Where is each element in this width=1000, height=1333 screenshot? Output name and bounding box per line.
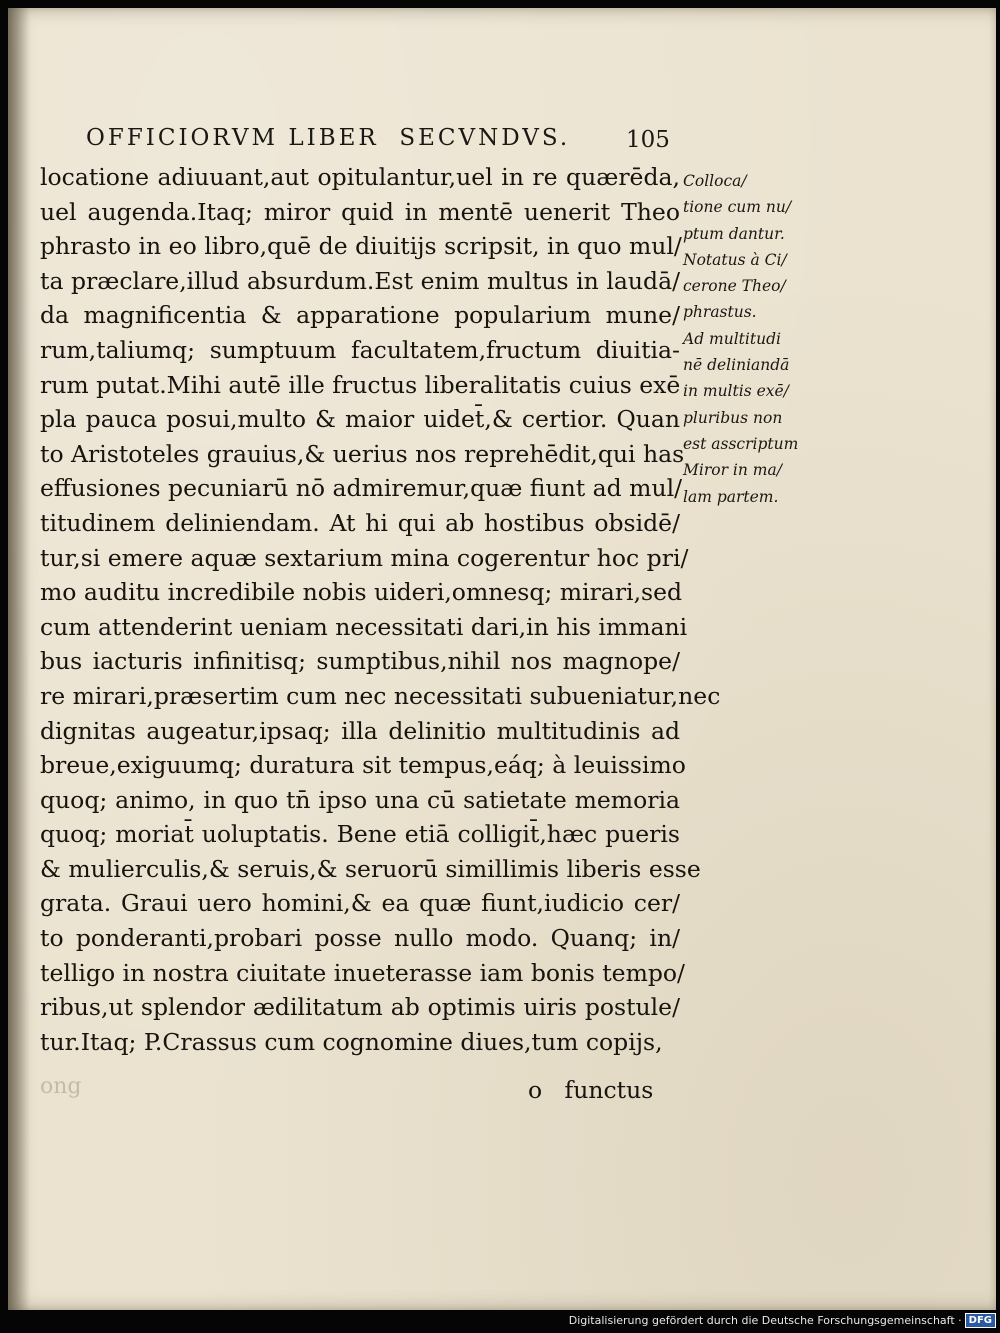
text-line: quoq; animo, in quo tn̄ ipso una cū satietate memoria [40, 785, 680, 814]
text-line: dignitas augeatur,ipsaq; illa delinitio multitudinis ad [40, 716, 680, 745]
text-line: to ponderanti,probari posse nullo modo. Quanq; in/ [40, 924, 680, 953]
margin-note-line: Miror in ma/ [683, 461, 782, 480]
digitization-credit [569, 1311, 996, 1329]
dfg-logo: DFG [965, 1313, 996, 1328]
text-line: breue,exiguumq; duratura sit tempus,eáq; à leuissimo [40, 751, 686, 780]
text-line: ribus,ut splendor ædilitatum ab optimis uiris postule/ [40, 993, 680, 1022]
text-line: phrasto in eo libro,quē de diuitijs scripsit, in quo mul/ [40, 232, 682, 261]
running-title: OFFICIORVM LIBER SECVNDVS. [86, 125, 571, 151]
binding-gutter [8, 8, 30, 1310]
text-line: & mulierculis,& seruis,& seruorū simillimis liberis esse [40, 854, 701, 883]
margin-note-line: pluribus non [683, 408, 783, 427]
text-line: grata. Graui uero homini,& ea quæ fiunt,iudicio cer/ [40, 889, 680, 918]
margin-note-line: phrastus. [683, 303, 757, 322]
text-line: rum putat.Mihi autē ille fructus liberalitatis cuius exē [40, 370, 681, 399]
text-line: effusiones pecuniarū nō admiremur,quæ fiunt ad mul/ [40, 474, 683, 503]
text-line: cum attenderint ueniam necessitati dari,in his immani [40, 612, 688, 641]
text-line: telligo in nostra ciuitate inueterasse iam bonis tempo/ [40, 958, 685, 987]
text-line: titudinem deliniendam. At hi qui ab hostibus obsidē/ [40, 508, 680, 537]
margin-note-line: ptum dantur. [683, 224, 785, 243]
text-line: mo auditu incredibile nobis uideri,omnesq; mirari,sed [40, 578, 683, 607]
margin-note-line: cerone Theo/ [683, 277, 786, 296]
margin-note-line: est asscriptum [683, 434, 799, 453]
margin-note-line: in multis exē/ [683, 382, 789, 401]
margin-note-line: nē deliniandā [683, 356, 790, 375]
text-line: da magnificentia & apparatione popularium mune/ [40, 301, 680, 330]
text-line: locatione adiuuant,aut opitulantur,uel in re quærēda, [40, 163, 680, 191]
text-line: ta præclare,illud absurdum.Est enim multus in laudā/ [40, 266, 680, 295]
text-line: uel augenda.Itaq; miror quid in mentē uenerit Theo [40, 197, 680, 226]
show-through-text: ong [40, 1074, 82, 1099]
catchword: o functus [528, 1076, 654, 1104]
margin-note-line: Ad multitudi [683, 329, 781, 348]
running-head [86, 121, 686, 155]
credit-text: Digitalisierung gefördert durch die Deutsche Forschungsgemeinschaft · [568, 1313, 962, 1327]
text-line: rum,taliumq; sumptuum facultatem,fructum diuitia- [40, 335, 680, 364]
text-line: quoq; moriat̄ uoluptatis. Bene etiā colligit̄,hæc pueris [40, 820, 680, 849]
text-line: bus iacturis infinitisq; sumptibus,nihil nos magnope/ [40, 647, 680, 676]
folio-number: 105 [626, 127, 670, 153]
book-page [8, 8, 996, 1310]
text-line: re mirari,præsertim cum nec necessitati subueniatur,nec [40, 681, 721, 710]
margin-note-line: Notatus à Ci/ [683, 250, 787, 269]
margin-note-line: lam partem. [683, 487, 779, 506]
margin-note-line: Colloca/ [683, 172, 747, 190]
text-line: to Aristoteles grauius,& uerius nos reprehēdit,qui has [40, 439, 685, 468]
marginal-notes [683, 168, 813, 510]
text-line: pla pauca posui,multo & maior uidet̄,& certior. Quan [40, 405, 680, 434]
text-line: tur,si emere aquæ sextarium mina cogerentur hoc pri/ [40, 543, 689, 572]
margin-note-line: tione cum nu/ [683, 198, 792, 217]
text-line: tur.Itaq; P.Crassus cum cognomine diues,tum copijs, [40, 1027, 663, 1056]
